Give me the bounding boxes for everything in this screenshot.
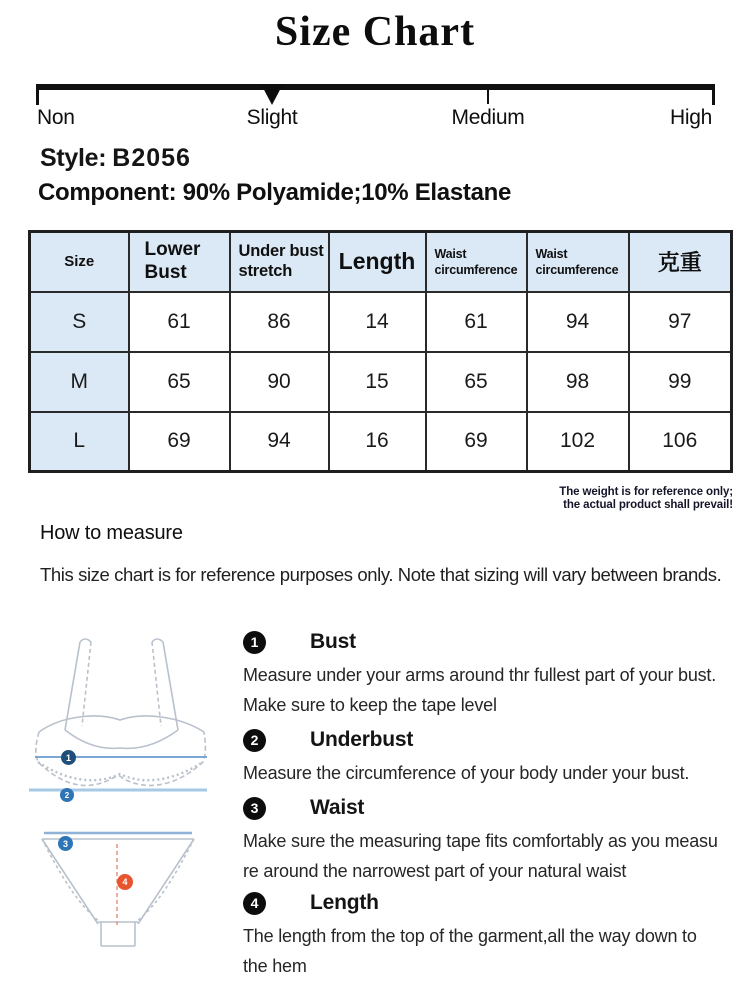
col-header-lower-bust: Lower Bust bbox=[129, 232, 230, 292]
style-value: B2056 bbox=[112, 144, 191, 172]
step-4-text: the hem bbox=[243, 956, 307, 976]
weight-note-line1: The weight is for reference only; bbox=[559, 486, 733, 498]
scale-tick-right bbox=[712, 84, 715, 105]
step-2-text: Measure the circumference of your body under your bust. bbox=[243, 763, 690, 783]
scale-tick-left bbox=[36, 84, 39, 105]
size-m-cell: M bbox=[30, 352, 129, 412]
table-row bbox=[30, 292, 732, 352]
cell: 14 bbox=[329, 292, 426, 352]
scale-label-medium: Medium bbox=[451, 106, 525, 129]
cell: 69 bbox=[129, 412, 230, 472]
scale-tick-medium bbox=[487, 88, 489, 104]
cell: 102 bbox=[527, 412, 629, 472]
marker-2-badge: 2 bbox=[60, 788, 74, 802]
table-header-row bbox=[30, 232, 732, 292]
step-1-badge: 1 bbox=[243, 631, 266, 654]
cell: 65 bbox=[129, 352, 230, 412]
weight-note-line2: the actual product shall prevail! bbox=[563, 499, 733, 511]
col-header-weight: 克重 bbox=[629, 232, 732, 292]
size-l-cell: L bbox=[30, 412, 129, 472]
style-line bbox=[40, 144, 191, 173]
scale-label-high: High bbox=[670, 106, 712, 129]
cell: 86 bbox=[230, 292, 329, 352]
cell: 65 bbox=[426, 352, 527, 412]
cell: 15 bbox=[329, 352, 426, 412]
step-3-label: Waist bbox=[310, 796, 365, 819]
cell: 106 bbox=[629, 412, 732, 472]
step-2-label: Underbust bbox=[310, 728, 414, 751]
component-line: Component: 90% Polyamide;10% Elastane bbox=[38, 179, 512, 206]
table-row bbox=[30, 352, 732, 412]
marker-1-badge: 1 bbox=[61, 750, 76, 765]
panties-illustration bbox=[28, 826, 208, 956]
size-chart-disclaimer: This size chart is for reference purposes only. Note that sizing will vary between brands. bbox=[40, 564, 722, 585]
cell: 61 bbox=[426, 292, 527, 352]
step-4-badge: 4 bbox=[243, 892, 266, 915]
step-4-text: The length from the top of the garment,all the way down to bbox=[243, 926, 697, 946]
style-label: Style: bbox=[40, 144, 107, 172]
step-3-text: Make sure the measuring tape fits comfortably as you measu bbox=[243, 831, 718, 851]
measure-step-length bbox=[243, 891, 748, 981]
step-2-badge: 2 bbox=[243, 729, 266, 752]
col-header-size: Size bbox=[30, 232, 129, 292]
cell: 94 bbox=[527, 292, 629, 352]
cell: 16 bbox=[329, 412, 426, 472]
col-header-under-bust-stretch: Under bust stretch bbox=[230, 232, 329, 292]
step-1-label: Bust bbox=[310, 630, 356, 653]
marker-3-badge: 3 bbox=[58, 836, 73, 851]
cell: 99 bbox=[629, 352, 732, 412]
measure-step-waist bbox=[243, 796, 748, 886]
marker-4-badge: 4 bbox=[117, 874, 133, 890]
step-4-label: Length bbox=[310, 891, 379, 914]
measure-step-bust bbox=[243, 630, 748, 720]
col-header-length: Length bbox=[329, 232, 426, 292]
step-1-text: Measure under your arms around thr fullest part of your bust. bbox=[243, 665, 717, 685]
cell: 97 bbox=[629, 292, 732, 352]
col-header-waist-circumference-2: Waist circumference bbox=[527, 232, 629, 292]
step-1-text: Make sure to keep the tape level bbox=[243, 695, 497, 715]
page-title: Size Chart bbox=[274, 9, 476, 55]
size-s-cell: S bbox=[30, 292, 129, 352]
cell: 98 bbox=[527, 352, 629, 412]
stretch-scale-bar bbox=[36, 84, 715, 90]
size-table bbox=[28, 230, 733, 473]
how-to-measure-heading: How to measure bbox=[40, 522, 183, 544]
cell: 90 bbox=[230, 352, 329, 412]
weight-note bbox=[559, 486, 733, 512]
cell: 61 bbox=[129, 292, 230, 352]
slider-pointer-icon bbox=[261, 84, 283, 105]
bra-illustration bbox=[25, 628, 215, 818]
scale-label-slight: Slight bbox=[246, 106, 298, 129]
cell: 69 bbox=[426, 412, 527, 472]
step-3-badge: 3 bbox=[243, 797, 266, 820]
measure-step-underbust bbox=[243, 728, 748, 788]
table-row bbox=[30, 412, 732, 472]
col-header-waist-circumference-1: Waist circumference bbox=[426, 232, 527, 292]
scale-label-non: Non bbox=[37, 106, 75, 129]
step-3-text: re around the narrowest part of your natural waist bbox=[243, 861, 627, 881]
cell: 94 bbox=[230, 412, 329, 472]
